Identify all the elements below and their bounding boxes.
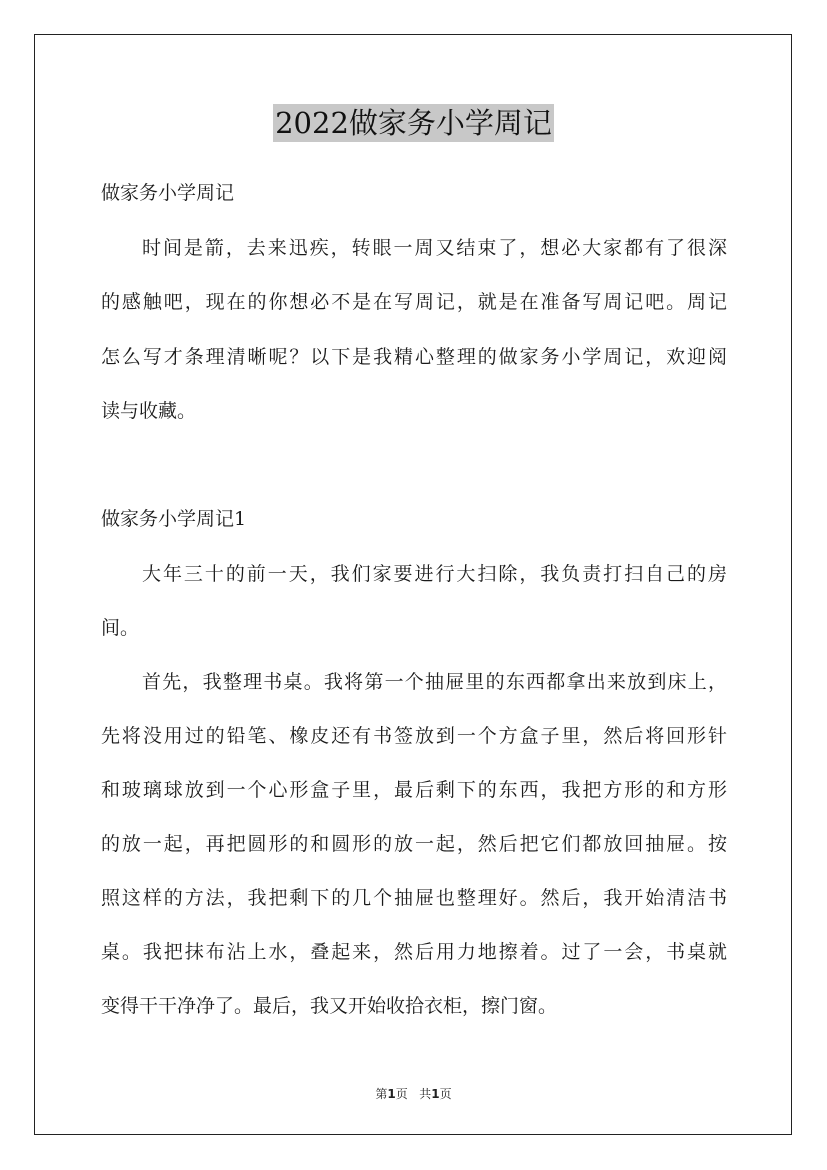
para2-line-5: 照这样的方法，我把剩下的几个抽屉也整理好。然后，我开始清洁书 xyxy=(101,887,727,909)
para2-line-7: 变得干干净净了。最后，我又开始收拾衣柜，擦门窗。 xyxy=(101,995,558,1017)
para2-line-6: 桌。我把抹布沾上水，叠起来，然后用力地擦着。过了一会，书桌就 xyxy=(101,941,727,963)
para2-line-4: 的放一起，再把圆形的和圆形的放一起，然后把它们都放回抽屉。按 xyxy=(101,833,727,855)
intro-line-4: 读与收藏。 xyxy=(101,400,197,422)
para2-line-1: 首先，我整理书桌。我将第一个抽屉里的东西都拿出来放到床上， xyxy=(142,671,727,693)
section-heading: 做家务小学周记1 xyxy=(101,508,247,530)
page-total: 共1页 xyxy=(419,1087,452,1101)
page-number: 第1页 xyxy=(375,1087,408,1101)
para2-line-2: 先将没用过的铅笔、橡皮还有书签放到一个方盒子里，然后将回形针 xyxy=(101,725,727,747)
page-footer xyxy=(0,1085,827,1102)
para1-line-1: 大年三十的前一天，我们家要进行大扫除，我负责打扫自己的房 xyxy=(142,563,727,585)
para1-line-2: 间。 xyxy=(101,617,140,639)
intro-line-1: 时间是箭，去来迅疾，转眼一周又结束了，想必大家都有了很深 xyxy=(142,237,727,259)
document-title: 2022做家务小学周记 xyxy=(275,106,552,140)
intro-line-3: 怎么写才条理清晰呢？以下是我精心整理的做家务小学周记，欢迎阅 xyxy=(101,346,727,368)
title-container xyxy=(0,104,827,142)
document-heading: 做家务小学周记 xyxy=(101,182,235,204)
intro-line-2: 的感触吧，现在的你想必不是在写周记，就是在准备写周记吧。周记 xyxy=(101,291,727,313)
para2-line-3: 和玻璃球放到一个心形盒子里，最后剩下的东西，我把方形的和方形 xyxy=(101,779,727,801)
